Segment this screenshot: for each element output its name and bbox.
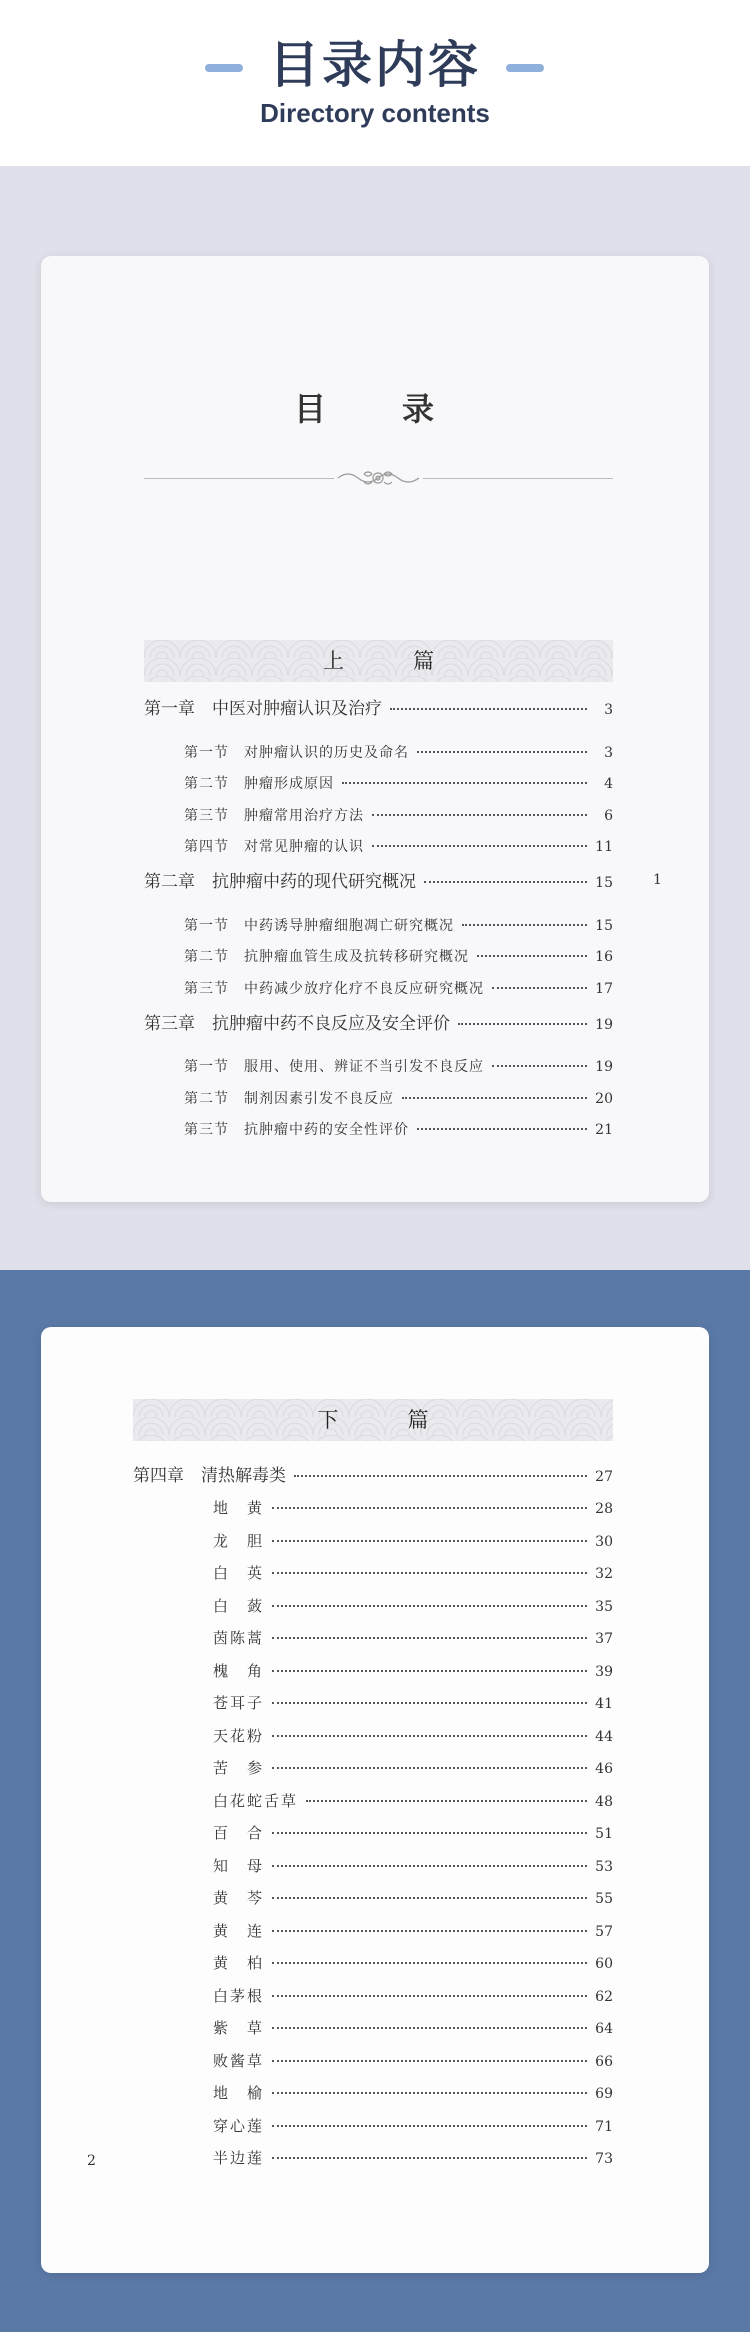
toc-entry-page: 3 [604,702,613,718]
divider-left [144,478,334,479]
toc-section-row [184,978,613,998]
toc-entry-label: 第二节 抗肿瘤血管生成及抗转移研究概况 [184,949,469,965]
toc-chapter-row [144,694,613,719]
toc-entry-page: 27 [595,1469,613,1485]
toc-entry-page: 15 [595,875,613,891]
toc-entry-label: 第四章 清热解毒类 [133,1466,286,1486]
leader-dots [272,1962,587,1964]
toc-entry-page: 41 [595,1696,613,1712]
toc-chapter-row [144,867,613,892]
toc-entry-page: 53 [595,1858,613,1875]
toc-herb-row [213,1855,613,1876]
toc-entry-page: 28 [595,1501,613,1517]
leader-dots [272,2027,587,2029]
toc-entry-label: 第一节 对肿瘤认识的历史及命名 [184,745,409,761]
leader-dots [372,814,587,816]
toc-entry-label: 苦 参 [213,1759,265,1777]
toc-herb-row [213,2017,613,2038]
toc-herb-row [213,1627,613,1648]
toc-section-row [184,1088,613,1108]
leader-dots [424,881,587,883]
toc-herb-row [213,2082,613,2103]
toc-herb-row [213,1562,613,1583]
leader-dots [390,708,587,710]
toc-page-1 [41,256,709,1202]
toc-entry-label: 白 蔹 [213,1596,265,1615]
toc-entry-label: 槐 角 [213,1661,265,1680]
toc-entry-page: 62 [595,1988,613,2005]
toc-entry-label: 半边莲 [213,2149,265,2167]
page-number-1: 1 [653,872,662,888]
toc-entry-page: 32 [595,1566,613,1582]
leader-dots [306,1800,587,1802]
toc-entry-page: 6 [604,808,613,824]
toc-entry-page: 4 [604,776,613,792]
toc-entry-page: 16 [595,949,613,965]
toc-section-row [184,946,613,966]
leader-dots [462,924,587,926]
toc-entry-label: 紫 草 [213,2019,265,2037]
leader-dots [272,1995,587,1997]
part-label-lower: 下 篇 [317,1408,453,1432]
leader-dots [272,1540,587,1542]
leader-dots [272,1767,587,1769]
leader-dots [458,1023,587,1025]
toc-entry-label: 第三节 中药减少放疗化疗不良反应研究概况 [184,981,484,997]
toc-herb-row [213,1822,613,1843]
toc-herb-row [213,1887,613,1908]
toc-herb-row [213,1985,613,2006]
leader-dots [342,782,587,784]
toc-heading: 目 录 [293,390,456,428]
leader-dots [272,1605,587,1607]
toc-herb-row [213,1790,613,1811]
toc-entry-label: 黄 连 [213,1921,265,1940]
toc-entry-label: 败酱草 [213,2051,265,2070]
leader-dots [477,955,587,957]
leader-dots [272,1735,587,1737]
toc-page-2 [41,1327,709,2273]
toc-entry-label: 白茅根 [213,1986,265,2005]
toc-entry-label: 第四节 对常见肿瘤的认识 [184,839,364,855]
leader-dots [272,1832,587,1834]
toc-herb-row [213,1497,613,1518]
toc-entry-page: 3 [604,745,613,761]
toc-herb-row [213,2147,613,2168]
leader-dots [272,1897,587,1899]
toc-chapter-row [133,1461,613,1486]
title-row [0,32,750,98]
part-band-upper [144,640,613,682]
part-band-lower [133,1399,613,1441]
toc-entry-label: 穿心莲 [213,2116,265,2135]
header [0,0,750,166]
leader-dots [272,1637,587,1639]
toc-entry-label: 第二节 肿瘤形成原因 [184,776,334,792]
toc-entry-page: 66 [595,2053,613,2070]
toc-herb-row [213,1757,613,1778]
toc-entry-label: 知 母 [213,1856,265,1875]
leader-dots [372,845,587,847]
toc-entry-label: 黄 柏 [213,1954,265,1972]
toc-entry-page: 17 [595,981,613,997]
toc-section-row [184,805,613,825]
section-lower [0,1270,750,2332]
leader-dots [417,1128,587,1130]
leader-dots [272,1507,587,1509]
toc-entry-label: 百 合 [213,1824,265,1842]
toc-herb-row [213,1692,613,1713]
toc-section-row [184,1119,613,1139]
toc-section-row [184,742,613,762]
toc-entry-page: 44 [595,1728,613,1745]
toc-entry-label: 白 英 [213,1564,265,1582]
toc-entry-page: 57 [595,1923,613,1940]
toc-entry-page: 48 [595,1793,613,1810]
leader-dots [272,2092,587,2094]
leader-dots [272,1702,587,1704]
leader-dots [272,1670,587,1672]
leader-dots [272,2157,587,2159]
leader-dots [402,1097,587,1099]
page-number-2: 2 [87,2153,96,2169]
leader-dots [272,2060,587,2062]
leader-dots [272,1572,587,1574]
toc-entry-label: 白花蛇舌草 [213,1791,299,1810]
toc-entry-page: 60 [595,1956,613,1972]
toc-section-row [184,836,613,856]
toc-entry-page: 46 [595,1761,613,1777]
toc-herb-row [213,1952,613,1973]
toc-entry-page: 71 [595,2118,613,2135]
toc-entry-page: 35 [595,1598,613,1615]
page-title: 目录内容 [269,36,481,94]
part-label-upper: 上 篇 [323,649,458,673]
toc-entry-label: 第一节 中药诱导肿瘤细胞凋亡研究概况 [184,918,454,934]
toc-entry-label: 第一章 中医对肿瘤认识及治疗 [144,699,382,719]
toc-entry-page: 37 [595,1631,613,1647]
toc-herb-row [213,1530,613,1551]
toc-herb-row [213,1660,613,1681]
toc-herb-row [213,2050,613,2071]
cloud-ornament-icon [334,466,423,490]
leader-dots [272,2125,587,2127]
leader-dots [492,1065,587,1067]
toc-entry-page: 73 [595,2151,613,2167]
toc-entry-page: 30 [595,1533,613,1550]
toc-herb-row [213,1920,613,1941]
section-upper [0,166,750,1270]
toc-entry-label: 第二节 制剂因素引发不良反应 [184,1091,394,1107]
toc-entry-label: 龙 胆 [213,1531,265,1550]
toc-entry-label: 第三节 抗肿瘤中药的安全性评价 [184,1122,409,1138]
toc-entry-page: 19 [595,1059,613,1075]
leader-dots [272,1930,587,1932]
toc-chapter-row [144,1009,613,1034]
toc-entry-label: 地 黄 [213,1499,265,1517]
toc-entry-label: 第一节 服用、使用、辨证不当引发不良反应 [184,1059,484,1075]
toc-entry-page: 55 [595,1891,613,1907]
toc-entry-page: 21 [595,1122,613,1138]
toc-section-row [184,1056,613,1076]
toc-entry-page: 11 [595,839,613,855]
leader-dots [294,1475,587,1477]
toc-entry-page: 15 [595,918,613,934]
toc-entry-label: 苍耳子 [213,1694,265,1712]
divider-right [423,478,613,479]
toc-entry-label: 第三节 肿瘤常用治疗方法 [184,808,364,824]
title-dash-right [506,64,544,72]
toc-entry-page: 64 [595,2021,613,2037]
toc-section-row [184,773,613,793]
toc-entry-label: 黄 芩 [213,1889,265,1907]
leader-dots [272,1865,587,1867]
toc-entry-label: 第二章 抗肿瘤中药的现代研究概况 [144,872,416,892]
leader-dots [417,751,587,753]
toc-entry-page: 69 [595,2086,613,2102]
toc-herb-row [213,2115,613,2136]
leader-dots [492,987,587,989]
toc-entry-label: 天花粉 [213,1726,265,1745]
toc-section-row [184,915,613,935]
toc-entry-page: 39 [595,1663,613,1680]
toc-herb-row [213,1595,613,1616]
page-subtitle: Directory contents [260,98,490,128]
toc-entry-page: 20 [595,1091,613,1107]
toc-entry-label: 第三章 抗肿瘤中药不良反应及安全评价 [144,1014,450,1034]
toc-herb-row [213,1725,613,1746]
toc-entry-page: 19 [595,1017,613,1033]
toc-entry-page: 51 [595,1826,613,1842]
toc-entry-label: 地 榆 [213,2084,265,2102]
toc-entry-label: 茵陈蒿 [213,1629,265,1647]
